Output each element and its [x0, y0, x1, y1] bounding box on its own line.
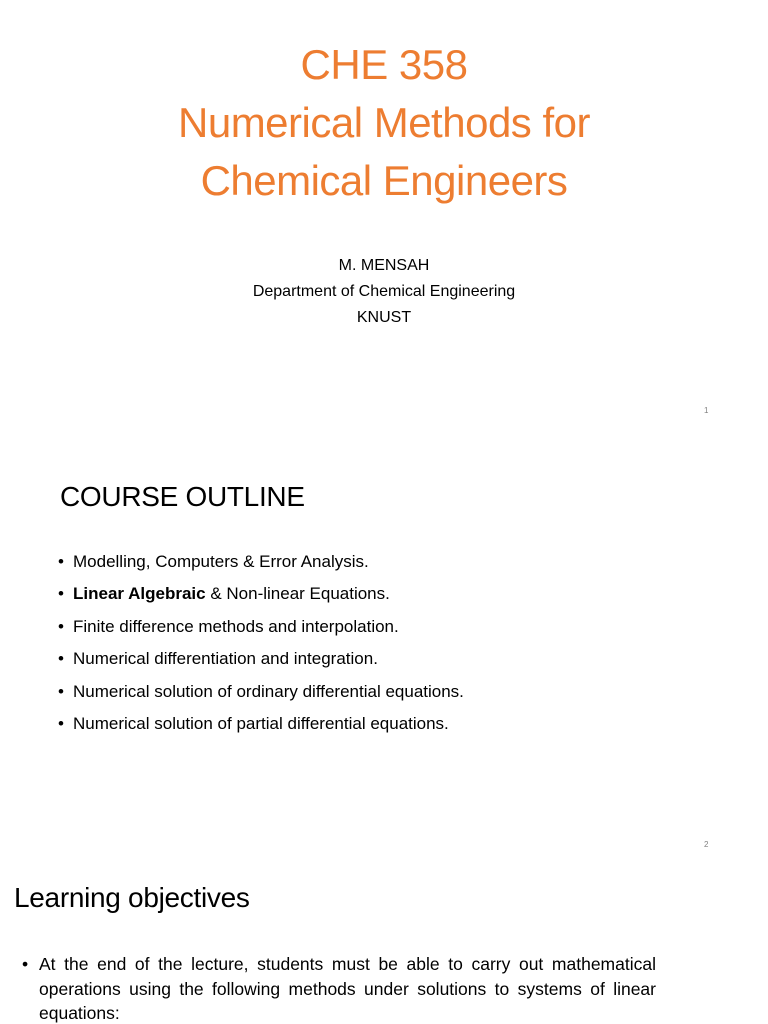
title-line-audience: Chemical Engineers — [200, 157, 568, 204]
list-item-text: Numerical solution of ordinary differential equations. — [73, 681, 464, 701]
bullet-icon: • — [58, 584, 64, 604]
list-item — [58, 643, 464, 675]
institution-name: KNUST — [356, 309, 412, 326]
objective-text: At the end of the lecture, students must be able to carry out mathematical operations using the following methods under solutions to systems of linear equations: — [39, 954, 656, 1023]
author-name: M. MENSAH — [338, 257, 430, 274]
course-title — [0, 36, 768, 210]
author-info — [0, 253, 768, 331]
department-name: Department of Chemical Engineering — [252, 283, 516, 300]
slide-2 — [0, 432, 768, 864]
list-item — [58, 611, 464, 643]
objective-list-item — [22, 952, 656, 1024]
list-item-text: Finite difference methods and interpolation. — [73, 616, 399, 636]
list-item-text: Modelling, Computers & Error Analysis. — [73, 552, 369, 571]
course-outline-list — [58, 546, 464, 740]
slide-1 — [0, 0, 768, 432]
bullet-icon: • — [22, 954, 29, 974]
bullet-icon: • — [58, 552, 64, 571]
page-number: 2 — [704, 840, 709, 849]
list-item — [58, 546, 464, 578]
course-outline-title: COURSE OUTLINE — [60, 481, 305, 512]
list-item-text: Numerical solution of partial differential equations. — [73, 713, 449, 733]
slide-3 — [0, 864, 768, 1024]
title-line-course-name: Numerical Methods for — [178, 99, 590, 146]
bullet-icon: • — [58, 713, 64, 733]
bullet-icon: • — [58, 649, 64, 669]
list-item-text: & Non-linear Equations. — [205, 584, 390, 604]
list-item — [58, 708, 464, 740]
page-number: 1 — [704, 406, 709, 415]
list-item — [58, 676, 464, 708]
title-line-course-code: CHE 358 — [300, 41, 468, 88]
bullet-icon: • — [58, 616, 64, 636]
list-item — [58, 578, 464, 610]
list-item-bold-text: Linear Algebraic — [73, 584, 206, 604]
bullet-icon: • — [58, 681, 64, 701]
learning-objectives-title: Learning objectives — [14, 882, 250, 913]
list-item-text: Numerical differentiation and integration. — [73, 649, 378, 669]
